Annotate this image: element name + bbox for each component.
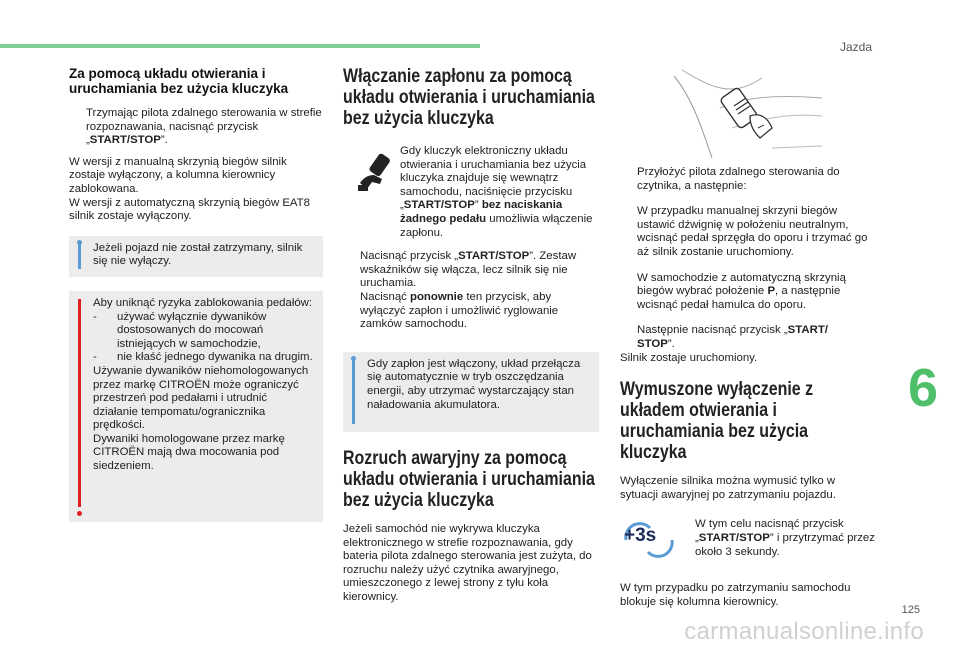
bullet-item: Nacisnąć przycisk „START/STOP”. Zestaw wskaźników się włącza, lecz silnik się nie uruchamia. [360, 250, 577, 290]
bullet-item: Trzymając pilota zdalnego sterowania w strefie rozpoznawania, nacisnąć przycisk „START/STOP”. [86, 107, 322, 147]
intro-block: Gdy kluczyk elektroniczny układu otwierania i uruchamiania bez użycia kluczyka znajduje się wewnątrz samochodu, naciśnięcie przycisku „START/STOP” bez naciskania żadnego pedału umożliwia włączenie zapłonu. [343, 145, 599, 240]
bullet-item: Następnie nacisnąć przycisk „START/ STOP”. [637, 324, 828, 350]
dash-item: - używać wyłącznie dywaników dostosowanych do mocowań istniejących w samochodzie, [93, 310, 267, 350]
bullet-item: Nacisnąć ponownie ten przycisk, aby wyłączyć zapłon i umożliwić ryglowanie zamków samochodu. [360, 290, 559, 331]
bullet-item: W tym celu nacisnąć przycisk „START/STOP” i przytrzymać przez około 3 sekundy. [695, 518, 875, 558]
paragraph: W wersji z automatyczną skrzynią biegów EAT8 silnik zostaje wyłączony. [69, 196, 310, 223]
column-middle [343, 66, 599, 613]
paragraph: W wersji z manualną skrzynią biegów silnik zostaje wyłączony, a kolumna kierownicy zablokowana. [69, 155, 287, 195]
paragraph: W tym przypadku po zatrzymaniu samochodu blokuje się kolumna kierownicy. [620, 582, 851, 608]
info-note: Jeżeli pojazd nie został zatrzymany, silnik się nie wyłączy. [69, 236, 323, 277]
section-name: Jazda [839, 40, 872, 54]
paragraph: Wyłączenie silnika można wymusić tylko w sytuacji awaryjnej po zatrzymaniu pojazdu. [620, 475, 836, 501]
column-right [620, 166, 876, 618]
warning-note: Aby uniknąć ryzyka zablokowania pedałów: - używać wyłącznie dywaników dostosowanych do mocowań istniejących w samochodzie, - nie kłaść jednego dywanika na drugim. Używanie dywaników niehomologowanych przez markę CITROËN może ograniczyć przestrzeń pod pedałami i utrudnić działanie tempomatu/ogranicznika prędkości. Dywaniki homologowane przez markę CITROËN mają dwa mocowania pod siedzeniem. [69, 291, 323, 522]
paragraph: Jeżeli samochód nie wykrywa kluczyka elektronicznego w strefie rozpoznawania, gdy bateria pilota zdalnego sterowania jest zużyta, do rozruchu należy użyć czytnika awaryjnego, umieszczonego z lewej strony z tyłu koła kierownicy. [343, 523, 592, 604]
steering-column-reader-illustration [672, 68, 827, 160]
paragraph: Silnik zostaje uruchomiony. [620, 351, 758, 364]
section-title-emergency-start: Rozruch awaryjny za pomocą układu otwierania i uruchamiania bez użycia kluczyka [343, 448, 595, 512]
dash-item: - nie kłaść jednego dywanika na drugim. [93, 351, 313, 364]
top-accent-bar [0, 44, 480, 48]
section-title-forced-stop: Wymuszone wyłączenie z układem otwierania i uruchamiania bez użycia kluczyka [620, 379, 814, 464]
warning-icon [78, 299, 81, 507]
bullet-item: W samochodzie z automatyczną skrzynią biegów wybrać położenie P, a następnie wcisnąć pedał hamulca do oporu. [637, 271, 846, 311]
plus-3-seconds-icon: +3s [620, 522, 678, 558]
hold-button-block [620, 518, 876, 568]
watermark: carmanualsonline.info [684, 618, 924, 645]
page-number: 125 [901, 604, 920, 616]
section-title-ignition: Włączanie zapłonu za pomocą układu otwierania i uruchamiania bez użycia kluczyka [343, 66, 595, 129]
bullet-item: W przypadku manualnej skrzyni biegów ustawić dźwignię w położeniu neutralnym, wcisnąć pedał sprzęgła do oporu i trzymać go aż silnik zostanie uruchomiony. [637, 205, 868, 258]
bullet-item: Przyłożyć pilota zdalnego sterowania do czytnika, a następnie: [637, 166, 840, 192]
section-title-keyless-stop: Za pomocą układu otwierania i uruchamiania bez użycia kluczyka [69, 66, 289, 96]
keyless-key-icon [355, 151, 397, 193]
column-left [69, 66, 323, 522]
chapter-number: 6 [907, 358, 938, 418]
info-note: Gdy zapłon jest włączony, układ przełącza się automatycznie w tryb oszczędzania energii, aby utrzymać wystarczający stan naładowania akumulatora. [343, 352, 599, 432]
